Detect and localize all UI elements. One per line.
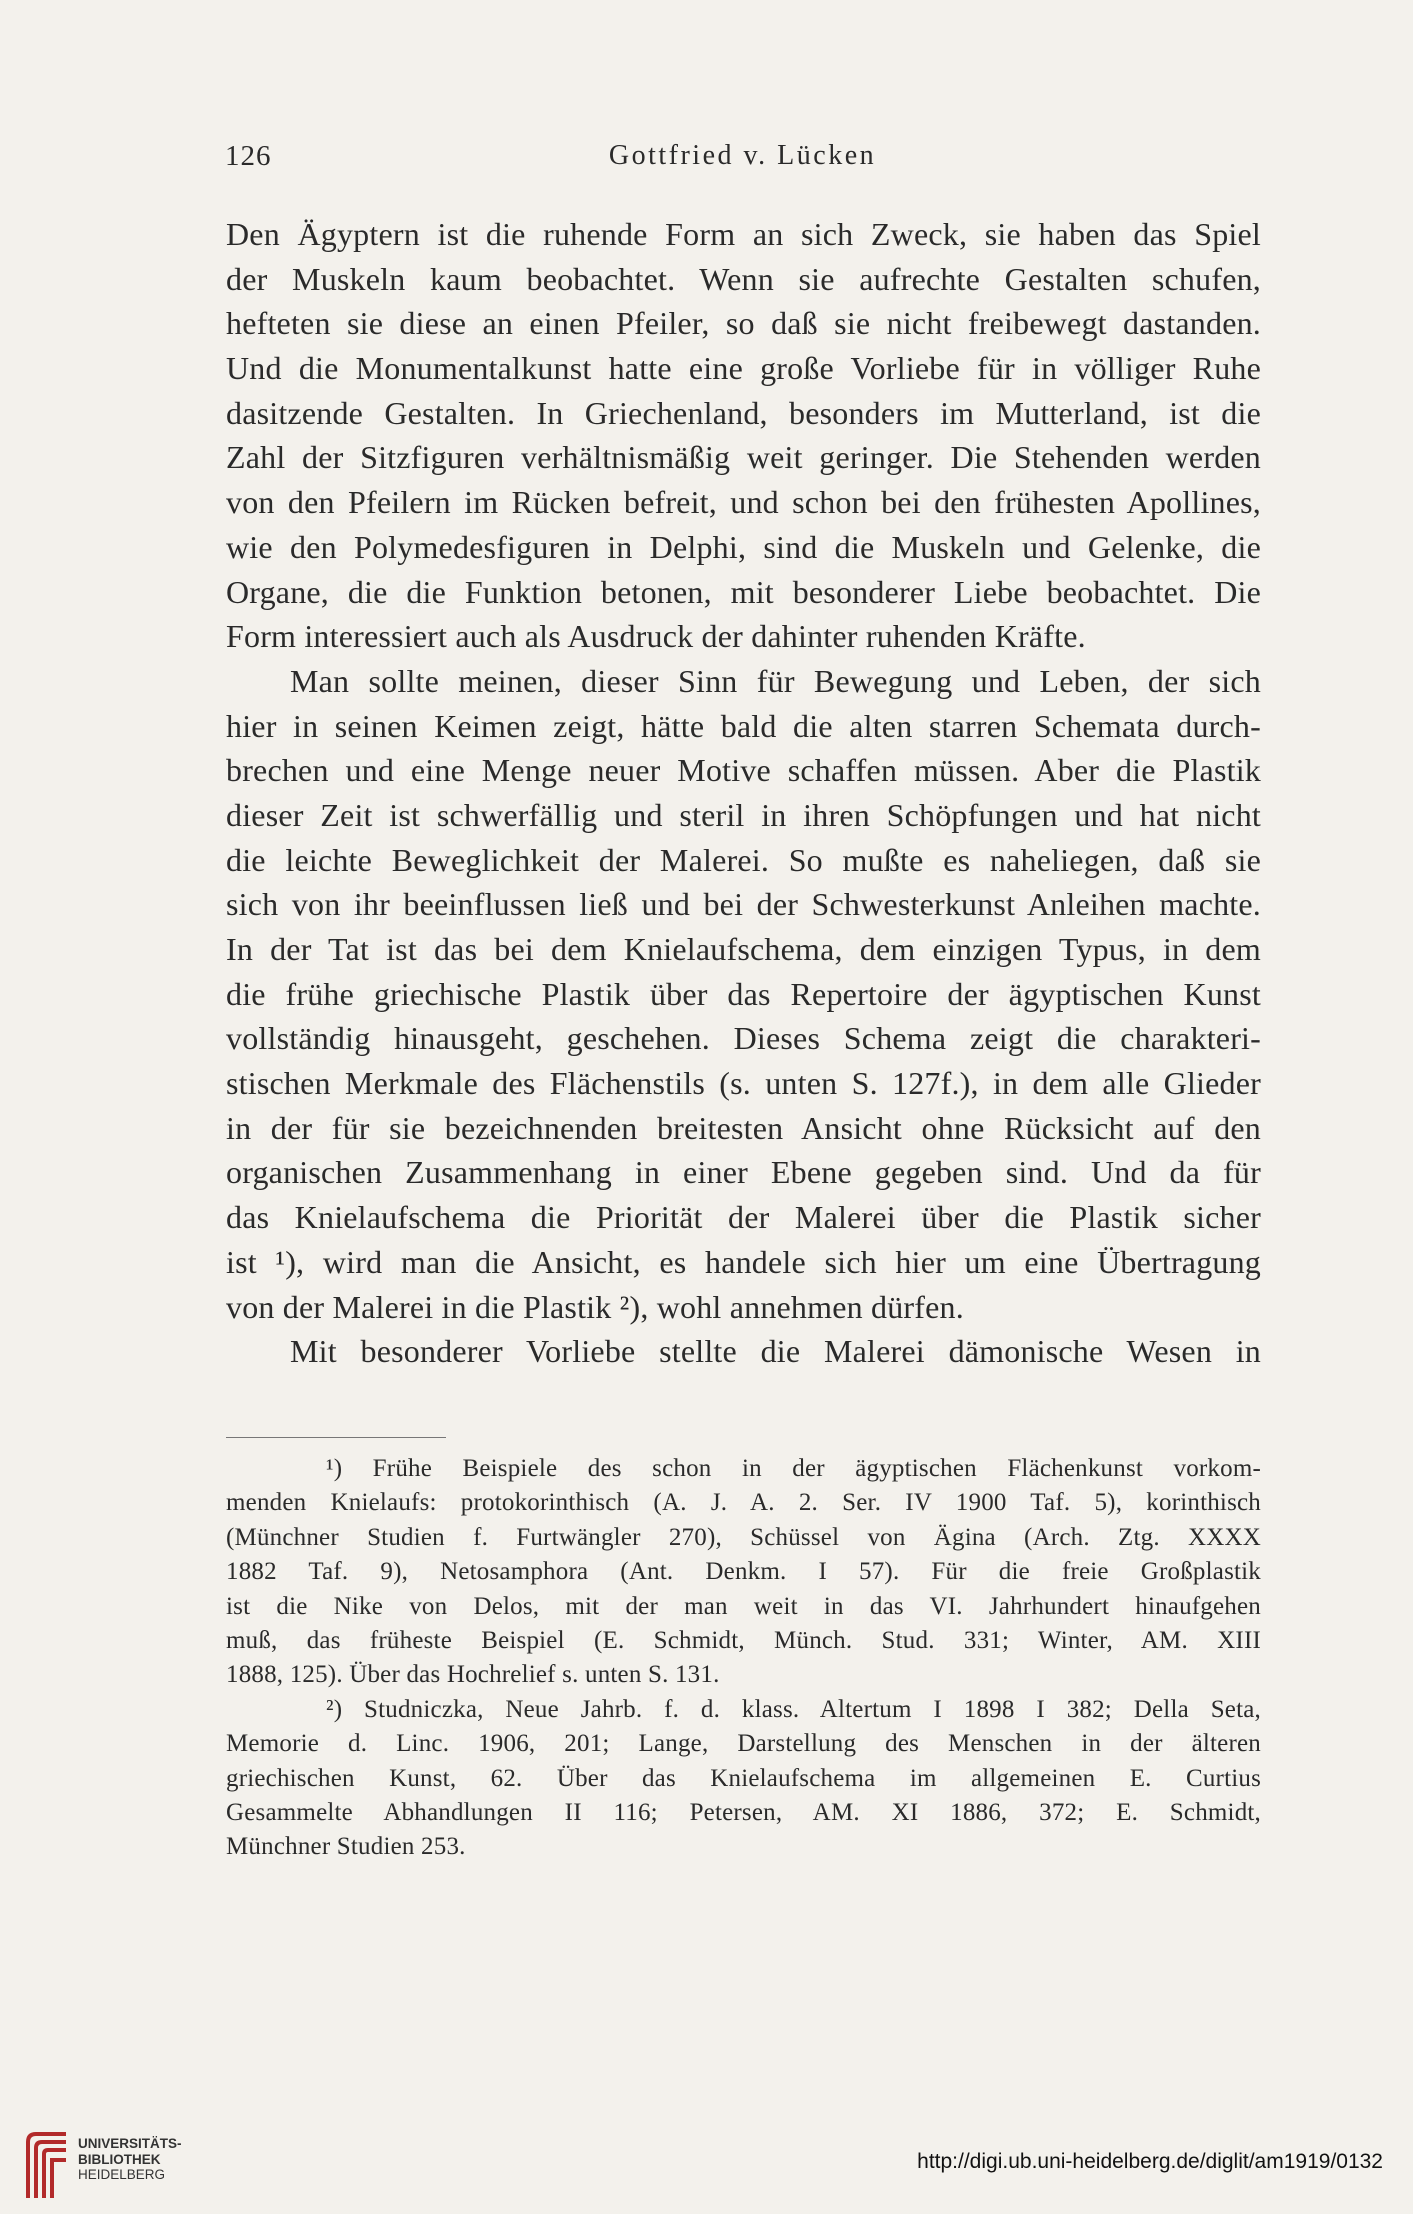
page-number: 126 [225,140,272,172]
logo-line-1: UNIVERSITÄTS- [78,2136,182,2151]
text-line: der Muskeln kaum beobachtet. Wenn sie aufrechte Gestalten schufen, [226,260,1261,297]
library-emblem-icon [18,2128,76,2200]
footnote-line: 1888, 125). Über das Hochrelief s. unten S. 131. [226,1661,720,1689]
text-line: wie den Polymedesfiguren in Delphi, sind die Muskeln und Gelenke, die [226,528,1261,565]
footnote-line: Gesammelte Abhandlungen II 116; Petersen, AM. XI 1886, 372; E. Schmidt, [226,1798,1261,1826]
text-line: Organe, die die Funktion betonen, mit besonderer Liebe beobachtet. Die [226,573,1261,610]
text-line: Form interessiert auch als Ausdruck der dahinter ruhenden Kräfte. [226,618,1086,655]
text-line: In der Tat ist das bei dem Knielaufschema, dem einzigen Typus, in dem [226,931,1261,967]
text-line: die frühe griechische Plastik über das Repertoire der ägyptischen Kunst [226,975,1261,1012]
page-header [225,140,1260,180]
footnote-line: menden Knielaufs: protokorinthisch (A. J. A. 2. Ser. IV 1900 Taf. 5), korinthisch [226,1489,1261,1517]
footnote-line: griechischen Kunst, 62. Über das Knielaufschema im allgemeinen E. Curtius [226,1764,1261,1792]
text-line: organischen Zusammenhang in einer Ebene gegeben sind. Und da für [226,1154,1261,1191]
text-line: hier in seinen Keimen zeigt, hätte bald die alten starren Schemata durch- [226,707,1261,744]
text-line: Mit besonderer Vorliebe stellte die Malerei dämonische Wesen in [290,1333,1261,1370]
footnote-line: 1882 Taf. 9), Netosamphora (Ant. Denkm. I 57). Für die freie Großplastik [226,1558,1261,1586]
text-line: brechen und eine Menge neuer Motive schaffen müssen. Aber die Plastik [226,752,1261,789]
running-title: Gottfried v. Lücken [608,140,877,171]
text-line: Zahl der Sitzfiguren verhältnismäßig weit geringer. Die Stehenden werden [226,439,1261,476]
footnote-line: muß, das früheste Beispiel (E. Schmidt, Münch. Stud. 331; Winter, AM. XIII [226,1626,1261,1654]
logo-line-2: BIBLIOTHEK [78,2151,161,2167]
text-line: sich von ihr beeinflussen ließ und bei der Schwesterkunst Anleihen machte. [226,886,1261,923]
text-line: hefteten sie diese an einen Pfeiler, so daß sie nicht freibewegt dastanden. [226,305,1261,342]
footnote-line: (Münchner Studien f. Furtwängler 270), Schüssel von Ägina (Arch. Ztg. XXXX [226,1523,1261,1551]
footnote-line: ¹) Frühe Beispiele des schon in der ägyptischen Flächenkunst vorkom- [326,1455,1261,1482]
text-line: dieser Zeit ist schwerfällig und steril in ihren Schöpfungen und hat nicht [226,796,1261,833]
footnotes [226,1452,1261,1865]
text-line: Man sollte meinen, dieser Sinn für Bewegung und Leben, der sich [290,662,1261,699]
text-line: ist ¹), wird man die Ansicht, es handele sich hier um eine Übertragung [226,1243,1261,1280]
text-line: vollständig hinausgeht, geschehen. Dieses Schema zeigt die charakteri- [226,1020,1261,1057]
footnote-line: ist die Nike von Delos, mit der man weit in das VI. Jahrhundert hinaufgehen [226,1592,1261,1620]
text-line: Und die Monumentalkunst hatte eine große Vorliebe für in völliger Ruhe [226,350,1261,387]
footnote-line: Memorie d. Linc. 1906, 201; Lange, Darstellung des Menschen in der älteren [226,1730,1261,1758]
logo-line-3: HEIDELBERG [78,2167,166,2182]
footnote-line: ²) Studniczka, Neue Jahrb. f. d. klass. Altertum I 1898 I 382; Della Seta, [326,1695,1261,1723]
text-line: das Knielaufschema die Priorität der Malerei über die Plastik sicher [226,1199,1261,1236]
text-line: stischen Merkmale des Flächenstils (s. unten S. 127f.), in dem alle Glieder [226,1065,1261,1102]
source-url-link[interactable]: http://digi.ub.uni-heidelberg.de/diglit/am1919/0132 [917,2150,1383,2173]
body-text [226,212,1261,1374]
text-line: die leichte Beweglichkeit der Malerei. So mußte es naheliegen, daß sie [226,841,1261,878]
text-line: von den Pfeilern im Rücken befreit, und schon bei den frühesten Apollines, [226,484,1261,521]
library-logo [18,2128,218,2200]
footnote-rule [226,1437,446,1438]
text-line: in der für sie bezeichnenden breitesten Ansicht ohne Rücksicht auf den [226,1109,1261,1146]
footnote-line: Münchner Studien 253. [226,1833,466,1861]
text-line: von der Malerei in die Plastik ²), wohl annehmen dürfen. [226,1288,964,1325]
text-line: dasitzende Gestalten. In Griechenland, besonders im Mutterland, ist die [226,394,1261,431]
text-line: Den Ägyptern ist die ruhende Form an sich Zweck, sie haben das Spiel [226,216,1261,252]
